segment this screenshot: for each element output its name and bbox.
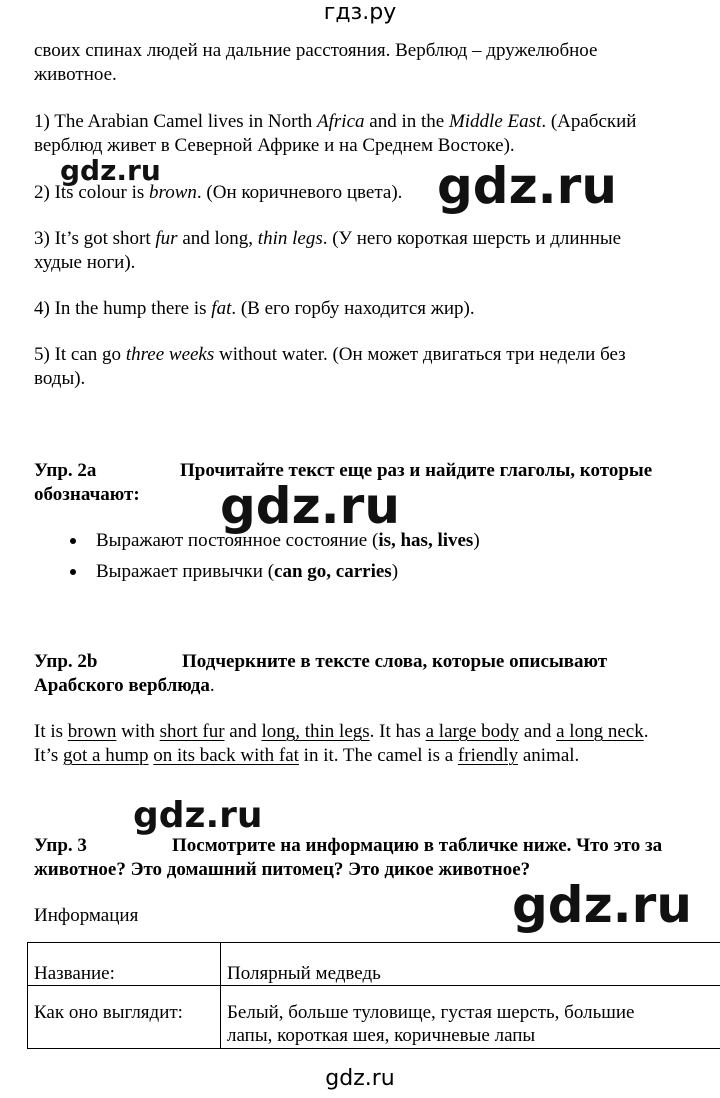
answer-5: 5) It can go three weeks without water. (Он может двигаться три недели без: [34, 344, 626, 365]
table-cell-key: Как оно выглядит:: [28, 986, 221, 1049]
watermark: gdz.ru: [133, 795, 263, 836]
answer-2: 2) Its colour is brown. (Он коричневого цвета).: [34, 182, 403, 203]
watermark: gdz.ru: [437, 157, 617, 215]
ex3-title-line-1: Посмотрите на информацию в табличке ниже. Что это за: [172, 835, 663, 856]
ex2b-label: Упр. 2b: [34, 651, 98, 672]
answer-1-line-2: верблюд живет в Северной Африке и на Среднем Востоке).: [34, 135, 515, 156]
ex2b-text-line-2: It’s got a hump on its back with fat in it. The camel is a friendly animal.: [34, 745, 580, 766]
site-footer: gdz.ru: [325, 1066, 395, 1091]
answer-4: 4) In the hump there is fat. (В его горбу находится жир).: [34, 298, 475, 319]
bullet-icon: [70, 569, 76, 575]
ex3-label: Упр. 3: [34, 835, 87, 856]
watermark: gdz.ru: [60, 154, 161, 187]
ex2a-bullet-list: [34, 529, 694, 591]
ex3-info-label: Информация: [34, 905, 139, 926]
answer-3-line-2: худые ноги).: [34, 252, 136, 273]
site-header: гдз.ру: [323, 0, 397, 25]
intro-line-1: своих спинах людей на дальние расстояния. Верблюд – дружелюбное: [34, 40, 598, 61]
table-cell-key: Название:: [28, 943, 221, 986]
table-row: [28, 986, 720, 1049]
bullet-icon: [70, 538, 76, 544]
table-cell-value: Полярный медведь: [221, 943, 720, 986]
table-row: [28, 943, 720, 986]
ex2b-text-line-1: It is brown with short fur and long, thin legs. It has a large body and a long neck.: [34, 721, 649, 742]
ex2a-bullet-2: Выражает привычки (can go, carries): [34, 560, 694, 591]
info-table: [27, 942, 720, 1049]
intro-line-2: животное.: [34, 64, 117, 85]
answer-3: 3) It’s got short fur and long, thin legs. (У него короткая шерсть и длинные: [34, 228, 622, 249]
answer-1: 1) The Arabian Camel lives in North Africa and in the Middle East. (Арабский: [34, 111, 637, 132]
ex2b-title-line-2: Арабского верблюда.: [34, 675, 215, 696]
ex2a-title-line-1: Прочитайте текст еще раз и найдите глаголы, которые: [180, 460, 653, 481]
ex2a-label: Упр. 2а: [34, 460, 97, 481]
ex2a-title-line-2: обозначают:: [34, 484, 140, 505]
watermark: gdz.ru: [512, 876, 692, 934]
answer-5-line-2: воды).: [34, 368, 86, 389]
ex2a-bullet-1: Выражают постоянное состояние (is, has, lives): [34, 529, 694, 560]
ex2b-title-line-1: Подчеркните в тексте слова, которые описывают: [182, 651, 608, 672]
table-cell-value: Белый, больше туловище, густая шерсть, большие лапы, короткая шея, коричневые лапы: [221, 986, 720, 1049]
watermark: gdz.ru: [220, 477, 400, 535]
ex3-title-line-2: животное? Это домашний питомец? Это дикое животное?: [34, 859, 531, 880]
